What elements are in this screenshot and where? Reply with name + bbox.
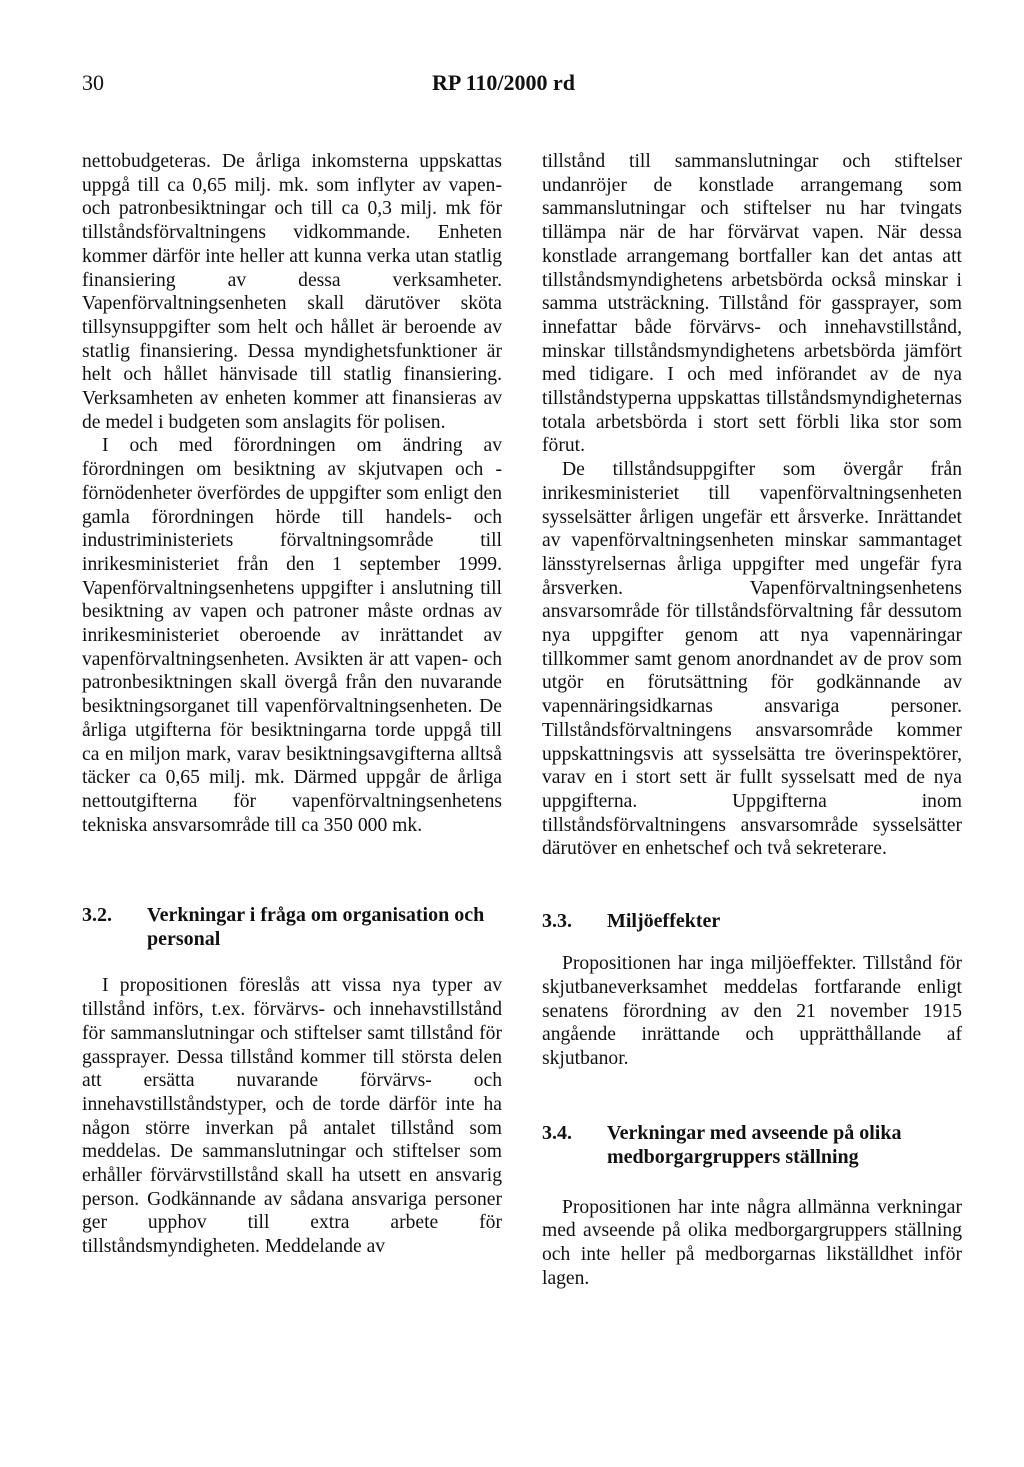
paragraph-permit-workload: tillstånd till sammanslutningar och stiftelser undanröjer de konstlade arrangemang som sammanslutningar och stiftelser nu har tvingats tillämpa när de har förvärvat vapen. När dessa konstlade arrangemang bortfaller kan det antas att tillståndsmyndighetens arbetsbörda också minskar i samma utsträckning. Tillstånd för gassprayer, som innefattar både förvärvs- och innehavstillstånd, minskar tillståndsmyndighetens arbetsbörda jämfört med tidigare. I och med införandet av de nya tillståndstyperna uppskattas tillståndsmyndigheternas totala arbetsbörda i stort sett förbli lika stor som förut.: [542, 151, 962, 457]
paragraph-financing-continuation: nettobudgeteras. De årliga inkomsterna uppskattas uppgå till ca 0,65 milj. mk. som inflyter av vapen- och patronbesiktningar och till ca 0,3 milj. mk för tillståndsförvaltningens vidkommande. Enheten kommer därför inte heller att kunna verka utan statlig finansiering av dessa verksamheter. Vapenförvaltningsenheten skall därutöver sköta tillsynsuppgifter som helt och hållet är beroende av statlig finansiering. Dessa myndighetsfunktioner är helt och hållet hänvisade till statlig finansiering. Verksamheten av enheten kommer att finansieras av de medel i budgeten som anslagits för polisen.: [82, 151, 502, 433]
paragraph-environment: Propositionen har inga miljöeffekter. Tillstånd för skjutbaneverksamhet meddelas fortfarande enligt senatens förordning av den 21 november 1915 angående inrättande och upprätthållande af skjutbanor.: [542, 953, 962, 1069]
paragraph-staffing: De tillståndsuppgifter som övergår från inrikesministeriet till vapenförvaltningsenheten sysselsätter årligen ungefär ett årsverke. Inrättandet av vapenförvaltningsenheten minskar sammantaget länsstyrelsernas årliga uppgifter med ungefär fyra årsverken. Vapenförvaltningsenhetens ansvarsområde för tillståndsförvaltning får dessutom nya uppgifter genom att nya vapennäringar tillkommer samt genom anordnandet av de prov som utgör en förutsättning för godkännande av vapennäringsidkarnas ansvariga personer. Tillståndsförvaltningens ansvarsområde kommer uppskattningsvis att sysselsätta tre överinspektörer, varav en i stort sett är fullt sysselsatt med de nya uppgifterna. Uppgifterna inom tillståndsförvaltningens ansvarsområde sysselsätter därutöver en enhetschef och två sekreterare.: [542, 459, 962, 860]
right-column: [542, 150, 962, 1290]
section-number: 3.3.: [542, 910, 572, 933]
running-head: RP 110/2000 rd: [432, 70, 576, 95]
section-title: Verkningar i fråga om organisation och personal: [147, 904, 485, 951]
section-number: 3.2.: [82, 904, 112, 927]
paragraph-citizen-groups: Propositionen har inte några allmänna verkningar med avseende på olika medborgargruppers ställning och inte heller på medborgarnas likställdhet inför lagen.: [542, 1196, 962, 1289]
section-number: 3.4.: [542, 1121, 572, 1144]
section-heading-3-2: [82, 903, 502, 951]
paragraph-permit-types: I propositionen föreslås att vissa nya typer av tillstånd införs, t.ex. förvärvs- och innehavstillstånd för sammanslutningar och stiftelser samt tillstånd för gassprayer. Dessa tillstånd kommer till största delen att ersätta nuvarande förvärvs- och innehavstillståndstyper, och de torde därför inte ha någon större inverkan på antalet tillstånd som meddelas. De sammanslutningar och stiftelser som erhåller förvärvstillstånd skall ha utsett en ansvarig person. Godkännande av sådana ansvariga personer ger upphov till extra arbete för tillståndsmyndigheten. Meddelande av: [82, 975, 502, 1258]
section-heading-3-4: [542, 1121, 962, 1169]
section-title: Miljöeffekter: [607, 910, 721, 933]
section-heading-3-3: [542, 909, 962, 933]
page-number: 30: [82, 70, 104, 95]
section-title: Verkningar med avseende på olika medborgargruppers ställning: [607, 1121, 902, 1168]
paragraph-inspection-transfer: I och med förordningen om ändring av förordningen om besiktning av skjutvapen och -förnödenheter överfördes de uppgifter som enligt den gamla förordningen hörde till handels- och industriministeriets förvaltningsområde till inrikesministeriet från den 1 september 1999. Vapenförvaltningsenhetens uppgifter i anslutning till besiktning av vapen och patroner måste ordnas av inrikesministeriet oberoende av inrättandet av vapenförvaltningsenheten. Avsikten är att vapen- och patronbesiktningen skall övergå från den nuvarande besiktningsorganet till vapenförvaltningsenheten. De årliga utgifterna för besiktningarna torde uppgå till ca en miljon mark, varav besiktningsavgifterna alltså täcker ca 0,65 milj. mk. Därmed uppgår de årliga nettoutgifterna för vapenförvaltningsenhetens tekniska ansvarsområde till ca 350 000 mk.: [82, 435, 502, 836]
left-column: [82, 150, 502, 1259]
